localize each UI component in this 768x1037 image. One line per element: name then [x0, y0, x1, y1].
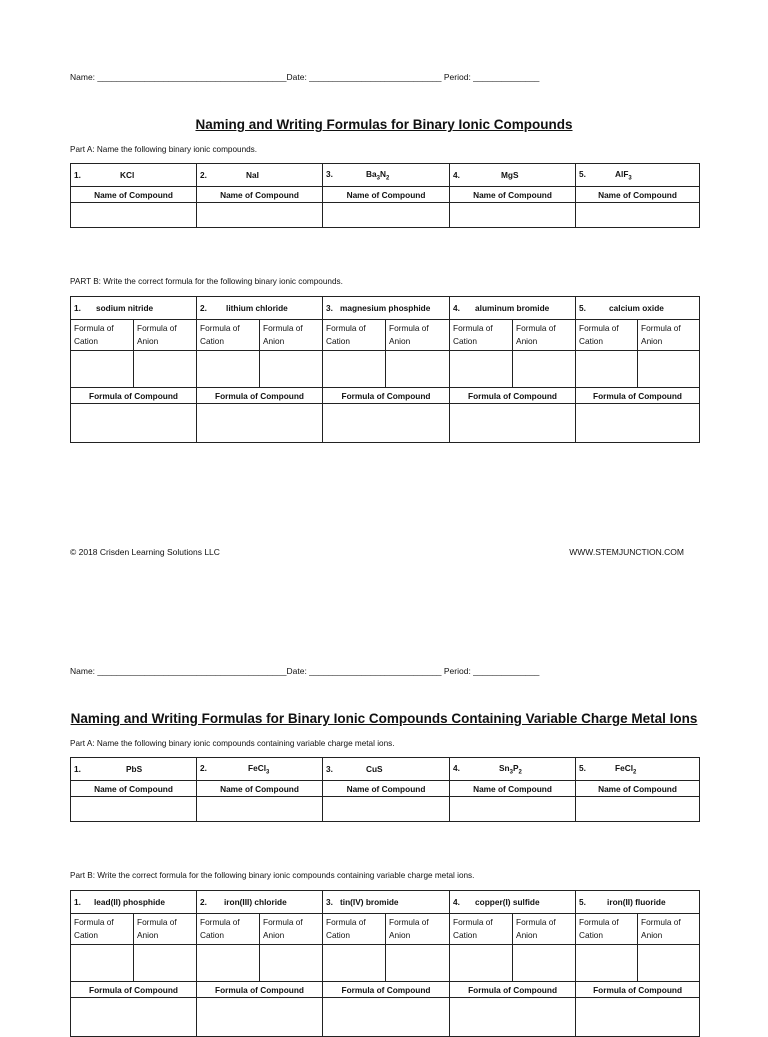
cation-answer-field[interactable] — [323, 351, 386, 388]
cation-label: Formula of Cation — [197, 914, 260, 945]
item-name: iron(III) chloride — [224, 897, 287, 907]
anion-answer-field[interactable] — [513, 351, 576, 388]
compound-answer-field[interactable] — [197, 404, 323, 443]
worksheet-title: Naming and Writing Formulas for Binary Ionic Compounds Containing Variable Charge Metal Ions — [70, 711, 698, 726]
item-name: iron(II) fluoride — [607, 897, 666, 907]
item-formula: PbS — [126, 764, 143, 774]
item-cell — [576, 758, 700, 781]
part-b-table-variable — [70, 890, 700, 1037]
anion-answer-field[interactable] — [134, 351, 197, 388]
compound-formula-header: Formula of Compound — [323, 388, 450, 404]
name-of-compound-header: Name of Compound — [450, 781, 576, 797]
name-of-compound-header: Name of Compound — [71, 781, 197, 797]
item-number: 4. — [453, 897, 460, 907]
anion-label: Formula of Anion — [513, 914, 576, 945]
answer-field[interactable] — [450, 203, 576, 228]
answer-field[interactable] — [323, 797, 450, 822]
cation-answer-field[interactable] — [323, 945, 386, 982]
compound-formula-header: Formula of Compound — [576, 388, 700, 404]
item-number: 5. — [579, 168, 586, 179]
item-number: 2. — [200, 170, 207, 180]
item-number: 5. — [579, 762, 586, 773]
item-formula: KCl — [120, 170, 135, 180]
item-formula: FeCl$_2$ — [615, 762, 637, 776]
item-cell — [323, 297, 450, 320]
compound-answer-field[interactable] — [576, 404, 700, 443]
compound-answer-field[interactable] — [576, 998, 700, 1037]
item-cell — [450, 758, 576, 781]
answer-field[interactable] — [197, 797, 323, 822]
cation-label: Formula of Cation — [197, 320, 260, 351]
item-number: 1. — [74, 764, 81, 774]
name-of-compound-header: Name of Compound — [197, 187, 323, 203]
answer-field[interactable] — [576, 203, 700, 228]
item-number: 2. — [200, 897, 207, 907]
item-cell — [197, 297, 323, 320]
item-number: 5. — [579, 303, 586, 313]
cation-answer-field[interactable] — [450, 351, 513, 388]
name-of-compound-header: Name of Compound — [323, 187, 450, 203]
anion-label: Formula of Anion — [134, 914, 197, 945]
anion-label: Formula of Anion — [260, 914, 323, 945]
website-link[interactable]: WWW.STEMJUNCTION.COM — [569, 547, 684, 557]
compound-formula-header: Formula of Compound — [71, 388, 197, 404]
item-number: 1. — [74, 897, 81, 907]
answer-field[interactable] — [71, 203, 197, 228]
item-cell — [576, 164, 700, 187]
cation-answer-field[interactable] — [576, 945, 638, 982]
anion-label: Formula of Anion — [638, 320, 700, 351]
anion-label: Formula of Anion — [638, 914, 700, 945]
cation-label: Formula of Cation — [71, 320, 134, 351]
item-number: 4. — [453, 170, 460, 180]
cation-answer-field[interactable] — [71, 351, 134, 388]
item-formula: FeCl$_3$ — [248, 762, 270, 776]
answer-field[interactable] — [323, 203, 450, 228]
compound-formula-header: Formula of Compound — [450, 388, 576, 404]
compound-answer-field[interactable] — [197, 998, 323, 1037]
cation-label: Formula of Cation — [450, 320, 513, 351]
cation-label: Formula of Cation — [576, 914, 638, 945]
item-name: lead(II) phosphide — [94, 897, 165, 907]
cation-label: Formula of Cation — [323, 320, 386, 351]
anion-label: Formula of Anion — [134, 320, 197, 351]
item-formula: $Ba_3N_2$ — [366, 168, 390, 182]
item-name: magnesium phosphide — [340, 303, 431, 313]
item-name: aluminum bromide — [475, 303, 550, 313]
anion-label: Formula of Anion — [513, 320, 576, 351]
cation-label: Formula of Cation — [576, 320, 638, 351]
anion-answer-field[interactable] — [638, 945, 700, 982]
item-number: 3. — [326, 764, 333, 774]
answer-field[interactable] — [576, 797, 700, 822]
item-cell — [197, 891, 323, 914]
worksheet-title: Naming and Writing Formulas for Binary Ionic Compounds — [195, 117, 573, 132]
name-of-compound-header: Name of Compound — [197, 781, 323, 797]
item-number: 3. — [326, 168, 333, 179]
item-number: 3. — [326, 897, 333, 907]
compound-answer-field[interactable] — [323, 404, 450, 443]
item-number: 3. — [326, 303, 333, 313]
compound-formula-header: Formula of Compound — [450, 982, 576, 998]
item-number: 1. — [74, 303, 81, 313]
item-cell — [450, 164, 576, 187]
item-cell — [576, 891, 700, 914]
anion-answer-field[interactable] — [638, 351, 700, 388]
compound-answer-field[interactable] — [450, 404, 576, 443]
item-cell — [71, 297, 197, 320]
compound-answer-field[interactable] — [71, 998, 197, 1037]
item-name: lithium chloride — [226, 303, 288, 313]
part-a-items-row — [71, 164, 700, 187]
item-number: 1. — [74, 170, 81, 180]
answer-field[interactable] — [197, 203, 323, 228]
cation-label: Formula of Cation — [71, 914, 134, 945]
anion-label: Formula of Anion — [386, 914, 450, 945]
compound-answer-field[interactable] — [71, 404, 197, 443]
item-cell — [450, 891, 576, 914]
anion-label: Formula of Anion — [260, 320, 323, 351]
name-of-compound-header: Name of Compound — [576, 781, 700, 797]
compound-answer-field[interactable] — [323, 998, 450, 1037]
item-name: sodium nitride — [96, 303, 154, 313]
cation-answer-field[interactable] — [197, 945, 260, 982]
item-cell — [323, 758, 450, 781]
name-of-compound-header: Name of Compound — [71, 187, 197, 203]
anion-answer-field[interactable] — [386, 945, 450, 982]
compound-answer-field[interactable] — [450, 998, 576, 1037]
anion-answer-field[interactable] — [134, 945, 197, 982]
compound-formula-header: Formula of Compound — [71, 982, 197, 998]
part-a-instruction: Part A: Name the following binary ionic compounds containing variable charge metal ions. — [70, 739, 395, 748]
item-formula: $Sn_3P_2$ — [499, 762, 522, 776]
cation-label: Formula of Cation — [450, 914, 513, 945]
item-formula: CuS — [366, 764, 383, 774]
item-cell — [323, 891, 450, 914]
name-of-compound-header: Name of Compound — [450, 187, 576, 203]
item-number: 4. — [453, 303, 460, 313]
anion-answer-field[interactable] — [513, 945, 576, 982]
item-name: calcium oxide — [609, 303, 664, 313]
copyright-text: © 2018 Crisden Learning Solutions LLC — [70, 547, 220, 557]
compound-formula-header: Formula of Compound — [576, 982, 700, 998]
cation-answer-field[interactable] — [450, 945, 513, 982]
cation-answer-field[interactable] — [197, 351, 260, 388]
part-a-table — [70, 163, 700, 228]
item-name: tin(IV) bromide — [340, 897, 399, 907]
anion-answer-field[interactable] — [260, 351, 323, 388]
part-a-table-variable — [70, 757, 700, 822]
compound-formula-header: Formula of Compound — [197, 982, 323, 998]
name-of-compound-header: Name of Compound — [323, 781, 450, 797]
cation-label: Formula of Cation — [323, 914, 386, 945]
item-formula: NaI — [246, 170, 259, 180]
compound-formula-header: Formula of Compound — [197, 388, 323, 404]
item-cell — [197, 758, 323, 781]
part-b-instruction: PART B: Write the correct formula for the following binary ionic compounds. — [70, 277, 343, 286]
name-of-compound-header: Name of Compound — [576, 187, 700, 203]
part-a-instruction: Part A: Name the following binary ionic compounds. — [70, 145, 258, 154]
item-cell — [71, 891, 197, 914]
item-cell — [576, 297, 700, 320]
answer-field[interactable] — [71, 797, 197, 822]
item-formula: AlF$_3$ — [615, 168, 632, 182]
item-cell — [323, 164, 450, 187]
item-cell — [450, 297, 576, 320]
answer-field[interactable] — [450, 797, 576, 822]
item-number: 2. — [200, 762, 207, 773]
item-number: 2. — [200, 303, 207, 313]
name-date-period-line: Name: ________________________________________Date: ____________________________ Period: ______________ — [70, 72, 540, 82]
part-b-instruction: Part B: Write the correct formula for the following binary ionic compounds containing variable charge metal ions. — [70, 871, 475, 880]
compound-formula-header: Formula of Compound — [323, 982, 450, 998]
item-cell — [71, 758, 197, 781]
cation-answer-field[interactable] — [576, 351, 638, 388]
anion-label: Formula of Anion — [386, 320, 450, 351]
name-date-period-line: Name: ________________________________________Date: ____________________________ Period: ______________ — [70, 666, 540, 676]
cation-answer-field[interactable] — [71, 945, 134, 982]
item-formula: MgS — [501, 170, 519, 180]
item-number: 4. — [453, 762, 460, 773]
anion-answer-field[interactable] — [386, 351, 450, 388]
item-number: 5. — [579, 897, 586, 907]
part-b-table — [70, 296, 700, 443]
item-cell — [71, 164, 197, 187]
anion-answer-field[interactable] — [260, 945, 323, 982]
item-cell — [197, 164, 323, 187]
item-name: copper(I) sulfide — [475, 897, 540, 907]
